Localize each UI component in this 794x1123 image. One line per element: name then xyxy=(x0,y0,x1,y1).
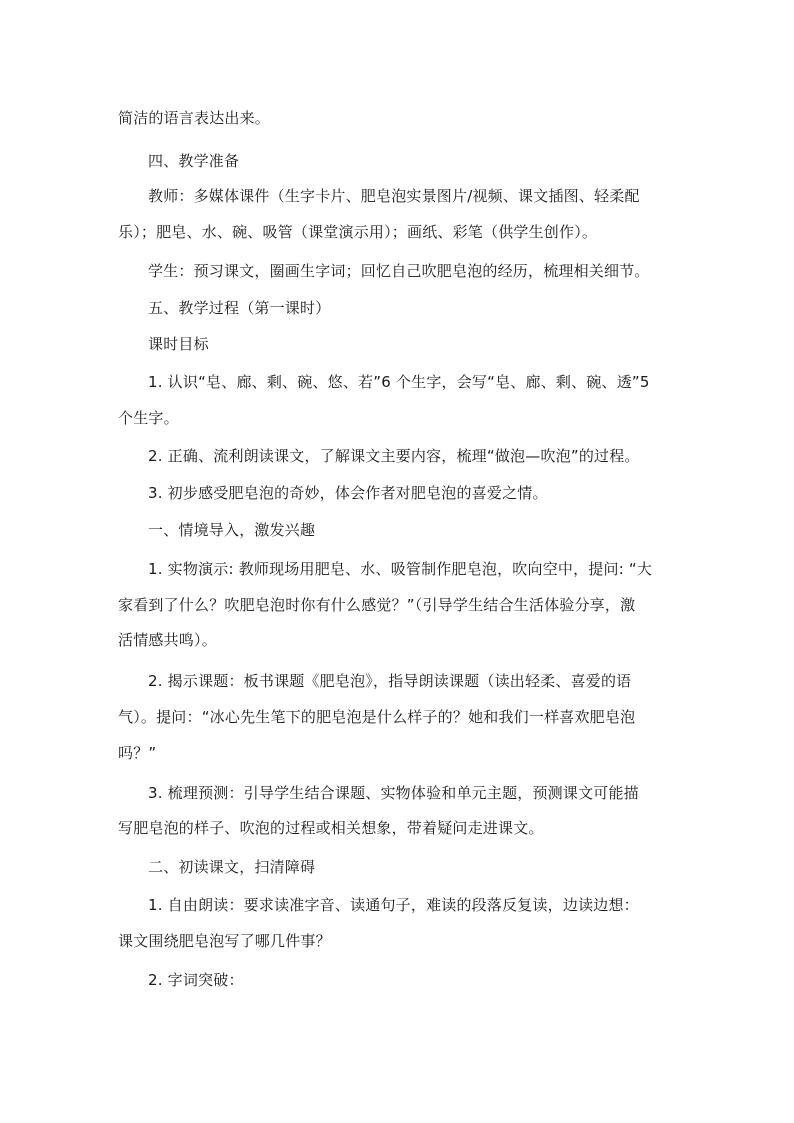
list-item: 1. 实物演示: 教师现场用肥皂、水、吸管制作肥皂泡，吹向空中，提问: “大 xyxy=(148,560,653,578)
text-line: 个生字。 xyxy=(118,409,179,427)
text-line: 活情感共鸣）。 xyxy=(118,631,217,649)
text-line: 写肥皂泡的样子、吹泡的过程或相关想象，带着疑问走进课文。 xyxy=(118,819,544,837)
text-line: 气）。提问：“冰心先生笔下的肥皂泡是什么样子的？她和我们一样喜欢肥皂泡 xyxy=(118,708,636,726)
list-item: 2. 正确、流利朗读课文，了解课文主要内容，梳理“做泡—吹泡”的过程。 xyxy=(148,447,640,465)
text-line: 课文围绕肥皂泡写了哪几件事？ xyxy=(118,932,331,950)
section-heading: 五、教学过程（第一课时） xyxy=(148,299,331,317)
section-heading: 四、教学准备 xyxy=(148,152,240,170)
subheading: 课时目标 xyxy=(148,335,209,353)
list-item: 3. 初步感受肥皂泡的奇妙，体会作者对肥皂泡的喜爱之情。 xyxy=(148,484,548,502)
text-line: 简洁的语言表达出来。 xyxy=(118,109,271,127)
text-line: 学生：预习课文，圈画生字词；回忆自己吹肥皂泡的经历，梳理相关细节。 xyxy=(148,262,650,280)
text-line: 乐）；肥皂、水、碗、吸管（课堂演示用）；画纸、彩笔（供学生创作）。 xyxy=(118,223,598,241)
text-line: 吗？” xyxy=(118,744,157,762)
section-heading: 一、情境导入，激发兴趣 xyxy=(148,521,316,539)
list-item: 1. 认识“皂、廊、剩、碗、悠、若”6 个生字，会写“皂、廊、剩、碗、透”5 xyxy=(148,373,650,391)
text-line: 教师：多媒体课件（生字卡片、肥皂泡实景图片/视频、课文插图、轻柔配 xyxy=(148,187,640,205)
section-heading: 二、初读课文，扫清障碍 xyxy=(148,858,316,876)
list-item: 3. 梳理预测：引导学生结合课题、实物体验和单元主题，预测课文可能描 xyxy=(148,784,639,802)
list-item: 1. 自由朗读：要求读准字音、读通句子，难读的段落反复读，边读边想： xyxy=(148,896,639,914)
text-line: 家看到了什么？吹肥皂泡时你有什么感觉？”（引导学生结合生活体验分享，激 xyxy=(118,596,636,614)
list-item: 2. 字词突破： xyxy=(148,971,244,989)
list-item: 2. 揭示课题：板书课题《肥皂泡》，指导朗读课题（读出轻柔、喜爱的语 xyxy=(148,672,632,690)
